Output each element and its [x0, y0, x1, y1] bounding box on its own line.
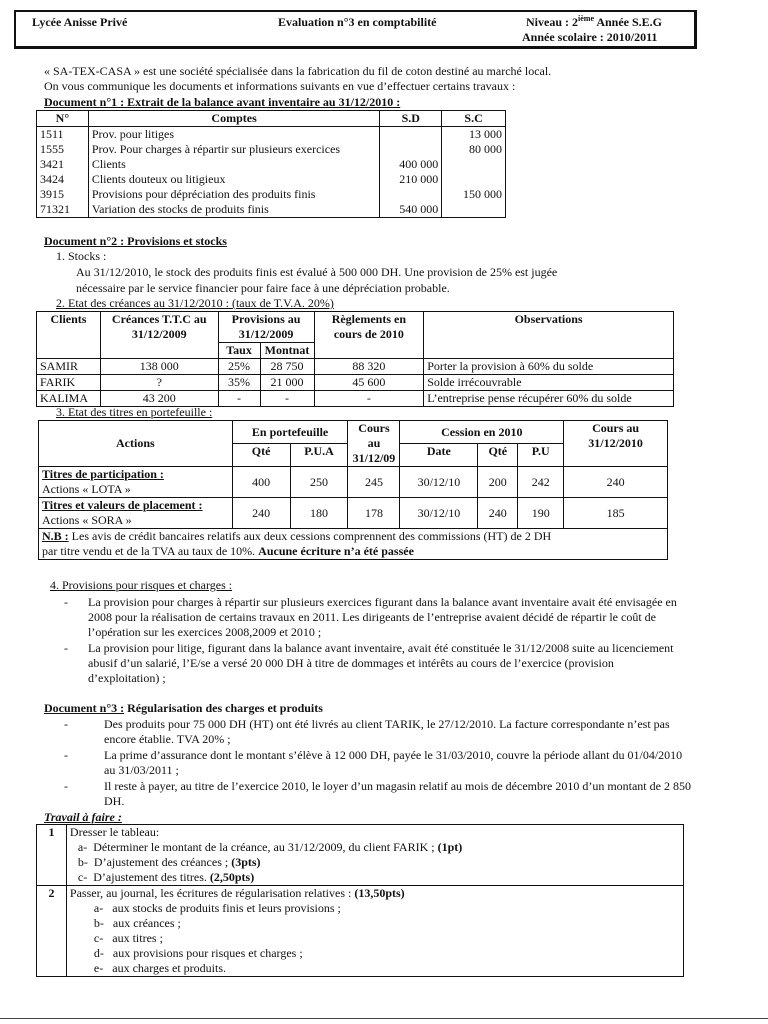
intro-line-2: On vous communique les documents et informations suivants en vue d’effectuer certains travaux : — [44, 79, 516, 93]
cell-compte: Prov. pour litiges — [88, 127, 380, 143]
doc3-bullet-1: Des produits pour 75 000 DH (HT) ont été livrés au client TARIK, le 27/12/2010. La facture correspondante n’est pas encore établie. TVA 20% ; — [104, 717, 670, 746]
cell-action-name: Actions « LOTA » — [42, 482, 131, 496]
cell-reglement: - — [314, 391, 424, 407]
cell-sd: 400 000 — [380, 157, 442, 172]
col-header-actions: Actions — [39, 421, 233, 467]
sub-text: aux stocks de produits finis et leurs provisions ; — [112, 901, 341, 915]
bullet-dash: - — [64, 779, 68, 793]
cell-qte: 400 — [232, 467, 290, 498]
cell-taux: 35% — [218, 375, 260, 391]
col-header-reglements: Règlements en cours de 2010 — [314, 312, 424, 359]
cell-creance: 43 200 — [100, 391, 218, 407]
level-sup: ième — [578, 14, 594, 23]
level — [526, 15, 662, 30]
cell-category: Titres de participation : — [42, 467, 164, 481]
cell-taux: - — [218, 391, 260, 407]
cell-client: FARIK — [37, 375, 101, 391]
cell-sc — [442, 157, 506, 172]
cell-pu: 242 — [518, 467, 564, 498]
cell-compte: Clients — [88, 157, 380, 172]
bullet-dash: - — [64, 595, 68, 609]
sub-text: aux provisions pour risques et charges ; — [112, 946, 303, 960]
cell-sc — [442, 202, 506, 218]
cell-observation: L’entreprise pense récupérer 60% du solde — [424, 391, 674, 407]
doc2-title — [44, 234, 227, 249]
col-header-portefeuille: En portefeuille — [232, 421, 348, 444]
col-header-date: Date — [400, 444, 478, 467]
table-row — [37, 375, 674, 391]
doc1-title: Document n°1 : Extrait de la balance avant inventaire au 31/12/2010 : — [44, 95, 401, 109]
cell-compte: Provisions pour dépréciation des produits finis — [88, 187, 380, 202]
cell-sd — [380, 127, 442, 143]
sub-text: aux charges et produits. — [112, 961, 226, 975]
table-row — [37, 172, 506, 187]
cell-sd — [380, 142, 442, 157]
nb-bold: Aucune écriture n’a été passée — [258, 544, 414, 558]
table-row — [37, 142, 506, 157]
col-header-taux: Taux — [218, 343, 260, 359]
cell-sc: 150 000 — [442, 187, 506, 202]
cell-date: 30/12/10 — [400, 467, 478, 498]
titres-table — [38, 420, 668, 560]
level-suffix: Année S.E.G — [594, 15, 663, 29]
sub-points: (3pts) — [231, 855, 261, 869]
sub-text: aux titres ; — [112, 931, 163, 945]
col-header-sc: S.C — [442, 111, 506, 127]
sub-letter: a- — [77, 840, 88, 854]
level-prefix: Niveau : 2 — [526, 15, 578, 29]
cell-compte: Variation des stocks de produits finis — [88, 202, 380, 218]
cell-no: 1511 — [37, 127, 89, 143]
col-header-qte: Qté — [232, 444, 290, 467]
col-header-cours-10: Cours au 31/12/2010 — [564, 421, 668, 467]
question-2-title: Passer, au journal, les écritures de régularisation relatives : — [69, 886, 355, 900]
sub-letter: c- — [77, 870, 88, 884]
cell-no: 1555 — [37, 142, 89, 157]
sub-letter: d- — [93, 946, 104, 960]
cell-cession-qte: 240 — [478, 498, 518, 529]
nb-row — [39, 529, 668, 560]
sub-letter: c- — [93, 931, 104, 945]
cell-qte: 240 — [232, 498, 290, 529]
col-header-pu: P.U — [518, 444, 564, 467]
doc2-item3-label: 3. Etat des titres en portefeuille : — [56, 405, 213, 419]
cell-no: 3421 — [37, 157, 89, 172]
question-2-number: 2 — [37, 886, 67, 977]
nb-text-2: par titre vendu et de la TVA au taux de 10%. — [42, 544, 259, 558]
cell-pua: 180 — [290, 498, 348, 529]
doc2-item4-label: 4. Provisions pour risques et charges : — [50, 578, 233, 592]
cell-montant: 21 000 — [260, 375, 314, 391]
table-row — [37, 359, 674, 375]
intro-line-1: « SA-TEX-CASA » est une société spécialisée dans la fabrication du fil de coton destiné au marché local. — [44, 64, 552, 78]
col-header-comptes: Comptes — [88, 111, 380, 127]
cell-cours-09: 245 — [348, 467, 400, 498]
sub-points: (2,50pts) — [209, 870, 255, 884]
doc3-title — [44, 701, 323, 716]
cell-cours-10: 240 — [564, 467, 668, 498]
cell-category: Titres et valeurs de placement : — [42, 498, 203, 512]
bullet-dash: - — [64, 717, 68, 731]
cell-sd: 210 000 — [380, 172, 442, 187]
cell-sd: 540 000 — [380, 202, 442, 218]
doc2-item2-label: 2. Etat des créances au 31/12/2010 : (taux de T.V.A. 20%) — [56, 296, 334, 310]
cell-observation: Solde irrécouvrable — [424, 375, 674, 391]
cell-reglement: 45 600 — [314, 375, 424, 391]
cell-cession-qte: 200 — [478, 467, 518, 498]
cell-reglement: 88 320 — [314, 359, 424, 375]
col-header-observations: Observations — [424, 312, 674, 359]
doc3-title-bold: Document n°3 : — [44, 701, 125, 715]
col-header-provisions: Provisions au 31/12/2009 — [218, 312, 314, 343]
sub-letter: b- — [93, 916, 104, 930]
question-1-number: 1 — [37, 825, 67, 886]
bullet-dash: - — [64, 748, 68, 762]
col-header-pua: P.U.A — [290, 444, 348, 467]
cell-taux: 25% — [218, 359, 260, 375]
creances-table — [36, 311, 674, 407]
sub-points: (1pt) — [437, 840, 463, 854]
page-bottom-rule — [0, 1018, 768, 1019]
cell-sc: 13 000 — [442, 127, 506, 143]
question-1-row — [37, 825, 684, 886]
cell-compte: Clients douteux ou litigieux — [88, 172, 380, 187]
sub-text: D’ajustement des titres. — [93, 870, 210, 884]
sub-letter: a- — [93, 901, 104, 915]
cell-montant: 28 750 — [260, 359, 314, 375]
sub-text: aux créances ; — [112, 916, 181, 930]
cell-no: 71321 — [37, 202, 89, 218]
sub-text: D’ajustement des créances ; — [93, 855, 232, 869]
sub-letter: e- — [93, 961, 104, 975]
table-row — [37, 187, 506, 202]
doc3-title-rest: Régularisation des charges et produits — [124, 701, 323, 715]
cell-compte: Prov. Pour charges à répartir sur plusieurs exercices — [88, 142, 380, 157]
doc2-item4-bullet-1: La provision pour charges à répartir sur plusieurs exercices figurant dans la balance avant inventaire avait été envisagée en 2008 pour la réalisation de certains travaux en 2011. Les dirigeants de l’entreprise avaient décidé de répartir le coût de l’opération sur les exercices 2008,2009 et 2010 ; — [88, 595, 677, 639]
exam-title: Evaluation n°3 en comptabilité — [278, 15, 437, 29]
col-header-montant: Montnat — [260, 343, 314, 359]
cell-pua: 250 — [290, 467, 348, 498]
doc2-title-text: Document n°2 : Provisions et stocks — [44, 234, 227, 248]
doc3-bullet-2: La prime d’assurance dont le montant s’élève à 12 000 DH, payée le 31/03/2010, couvre la période allant du 01/04/2010 au 31/03/2011 ; — [104, 748, 683, 777]
cell-cours-10: 185 — [564, 498, 668, 529]
bullet-dash: - — [64, 641, 68, 655]
school-year: Année scolaire : 2010/2011 — [522, 30, 658, 44]
cell-client: KALIMA — [37, 391, 101, 407]
cell-no: 3915 — [37, 187, 89, 202]
col-header-cession-qte: Qté — [478, 444, 518, 467]
doc2-item1-label: 1. Stocks : — [56, 249, 107, 263]
cell-observation: Porter la provision à 60% du solde — [424, 359, 674, 375]
cell-client: SAMIR — [37, 359, 101, 375]
question-2-row — [37, 886, 684, 977]
cell-action-name: Actions « SORA » — [42, 513, 132, 527]
table-row — [37, 202, 506, 218]
doc2-item1-text1: Au 31/12/2010, le stock des produits finis est évalué à 500 000 DH. Une provision de 25% est jugée — [76, 265, 558, 279]
travail-table — [36, 824, 684, 977]
question-1-title: Dresser le tableau: — [69, 825, 160, 839]
question-2-points: (13,50pts) — [354, 886, 405, 900]
cell-pu: 190 — [518, 498, 564, 529]
col-header-creances: Créances T.T.C au 31/12/2009 — [100, 312, 218, 359]
col-header-cours-09: Cours au 31/12/09 — [348, 421, 400, 467]
sub-letter: b- — [77, 855, 88, 869]
cell-sd — [380, 187, 442, 202]
col-header-no: N° — [37, 111, 89, 127]
doc2-item1-text2: nécessaire par le service financier pour faire face à une dépréciation probable. — [76, 281, 450, 295]
cell-creance: 138 000 — [100, 359, 218, 375]
cell-cours-09: 178 — [348, 498, 400, 529]
cell-sc — [442, 172, 506, 187]
header-box — [14, 10, 697, 49]
nb-text-1: Les avis de crédit bancaires relatifs aux deux cessions comprennent des commissions (HT) de 2 DH — [68, 529, 552, 543]
table-row — [37, 127, 506, 143]
cell-no: 3424 — [37, 172, 89, 187]
cell-sc: 80 000 — [442, 142, 506, 157]
doc2-item4-bullet-2: La provision pour litige, figurant dans la balance avant inventaire, avait été constituée le 31/12/2008 suite au licenciement abusif d’un salarié, l’E/se a versé 20 000 DH à titre de dommages et intérêts au cours de l’exercice (provision d’exploitation) ; — [88, 641, 674, 685]
doc1-balance-table — [36, 110, 506, 218]
cell-date: 30/12/10 — [400, 498, 478, 529]
cell-montant: - — [260, 391, 314, 407]
col-header-cession: Cession en 2010 — [400, 421, 564, 444]
cell-creance: ? — [100, 375, 218, 391]
table-row — [39, 467, 668, 498]
doc3-bullet-3: Il reste à payer, au titre de l’exercice 2010, le loyer d’un magasin relatif au mois de décembre 2010 d’un montant de 2 850 DH. — [104, 779, 691, 808]
table-row — [37, 157, 506, 172]
nb-label: N.B : — [42, 529, 69, 543]
col-header-clients: Clients — [37, 312, 101, 359]
sub-text: Déterminer le montant de la créance, au 31/12/2009, du client FARIK ; — [93, 840, 438, 854]
table-row — [39, 498, 668, 529]
school-name: Lycée Anisse Privé — [32, 15, 128, 29]
travail-title: Travail à faire : — [44, 810, 122, 824]
col-header-sd: S.D — [380, 111, 442, 127]
